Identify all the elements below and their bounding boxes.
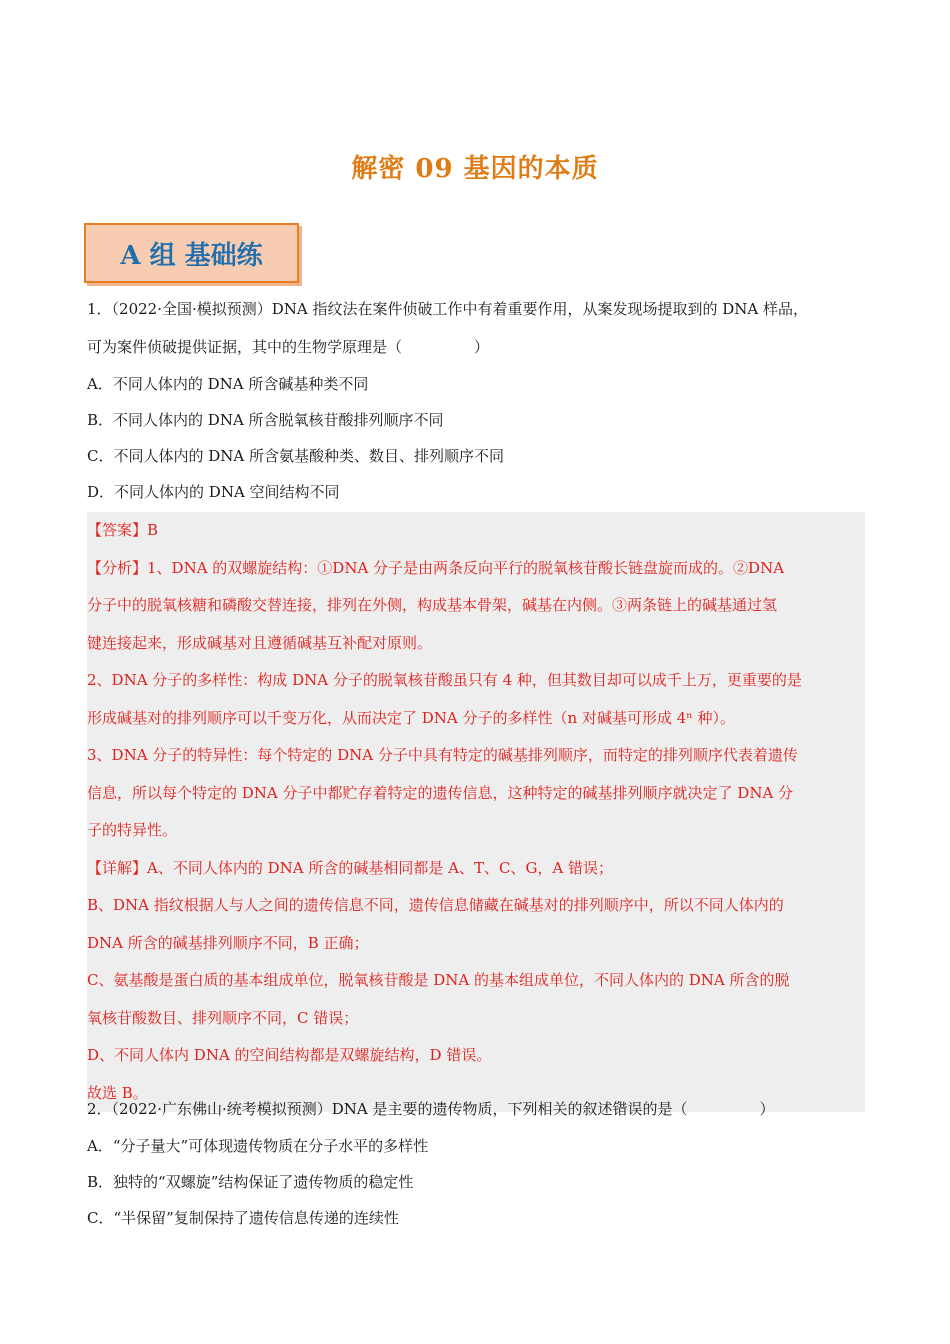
analysis-line: 键连接起来，形成碱基对且遵循碱基互补配对原则。 bbox=[87, 633, 433, 652]
analysis-line: 信息，所以每个特定的 DNA 分子中都贮存着特定的遗传信息，这种特定的碱基排列顺序就决定了 DNA 分 bbox=[87, 783, 794, 802]
option-c: C．不同人体内的 DNA 所含氨基酸种类、数目、排列顺序不同 bbox=[87, 447, 504, 465]
analysis-line: DNA 所含的碱基排列顺序不同，B 正确； bbox=[87, 933, 369, 952]
answer-line: 【答案】B bbox=[87, 521, 159, 539]
analysis-line: 子的特异性。 bbox=[87, 821, 178, 839]
analysis-line: 【分析】1、DNA 的双螺旋结构：①DNA 分子是由两条反向平行的脱氧核苷酸长链盘旋而成的。②DNA bbox=[87, 558, 785, 577]
analysis-line: 氧核苷酸数目、排列顺序不同，C 错误； bbox=[87, 1008, 359, 1027]
analysis-line: 形成碱基对的排列顺序可以千变万化，从而决定了 DNA 分子的多样性（n 对碱基可形成 4ⁿ 种）。 bbox=[87, 708, 736, 727]
option-c: C．“半保留”复制保持了遗传信息传递的连续性 bbox=[87, 1209, 399, 1227]
question-1-stem-line1: 1．（2022·全国·模拟预测）DNA 指纹法在案件侦破工作中有着重要作用，从案发现场提取到的 DNA 样品， bbox=[87, 300, 809, 318]
analysis-line: 故选 B。 bbox=[87, 1083, 148, 1102]
option-b: B．不同人体内的 DNA 所含脱氧核苷酸排列顺序不同 bbox=[87, 411, 444, 429]
question-2-stem-close: ） bbox=[759, 1100, 775, 1118]
analysis-line: 分子中的脱氧核糖和磷酸交替连接，排列在外侧，构成基本骨架，碱基在内侧。③两条链上的碱基通过氢 bbox=[87, 596, 778, 614]
question-1 bbox=[87, 290, 867, 1112]
option-a: A．“分子量大”可体现遗传物质在分子水平的多样性 bbox=[87, 1137, 429, 1155]
analysis-line: 【详解】A、不同人体内的 DNA 所含的碱基相同都是 A、T、C、G，A 错误； bbox=[87, 858, 614, 877]
question-1-stem-line2 bbox=[87, 328, 867, 366]
analysis-line: 2、DNA 分子的多样性：构成 DNA 分子的脱氧核苷酸虽只有 4 种，但其数目却可以成千上万，更重要的是 bbox=[87, 671, 802, 689]
question-2-stem bbox=[87, 1090, 867, 1128]
page-title: 解密 09 基因的本质 bbox=[351, 154, 599, 184]
question-1-stem-close: ） bbox=[474, 338, 490, 356]
question-2 bbox=[87, 1090, 867, 1236]
question-2-stem-tail: 的是（ bbox=[642, 1100, 688, 1118]
option-b: B．独特的“双螺旋”结构保证了遗传物质的稳定性 bbox=[87, 1173, 414, 1191]
question-2-stem-text: 2．（2022·广东佛山·统考模拟预测）DNA 是主要的遗传物质，下列相关的叙述 bbox=[87, 1100, 613, 1118]
option-a: A．不同人体内的 DNA 所含碱基种类不同 bbox=[87, 375, 369, 393]
answer-panel bbox=[87, 512, 865, 1112]
option-d: D．不同人体内的 DNA 空间结构不同 bbox=[87, 483, 340, 501]
analysis-line: 3、DNA 分子的特异性：每个特定的 DNA 分子中具有特定的碱基排列顺序，而特定的排列顺序代表着遗传 bbox=[87, 746, 798, 764]
emphasis-word: 错误 bbox=[612, 1100, 643, 1118]
analysis-line: B、DNA 指纹根据人与人之间的遗传信息不同，遗传信息储藏在碱基对的排列顺序中，所以不同人体内的 bbox=[87, 896, 784, 914]
section-label-box bbox=[84, 223, 299, 283]
analysis-line: C、氨基酸是蛋白质的基本组成单位，脱氧核苷酸是 DNA 的基本组成单位，不同人体内的 DNA 所含的脱 bbox=[87, 971, 790, 989]
question-1-stem-text: 可为案件侦破提供证据，其中的生物学原理是（ bbox=[87, 338, 403, 356]
analysis-line: D、不同人体内 DNA 的空间结构都是双螺旋结构，D 错误。 bbox=[87, 1046, 492, 1064]
section-label: A 组 基础练 bbox=[120, 240, 263, 271]
